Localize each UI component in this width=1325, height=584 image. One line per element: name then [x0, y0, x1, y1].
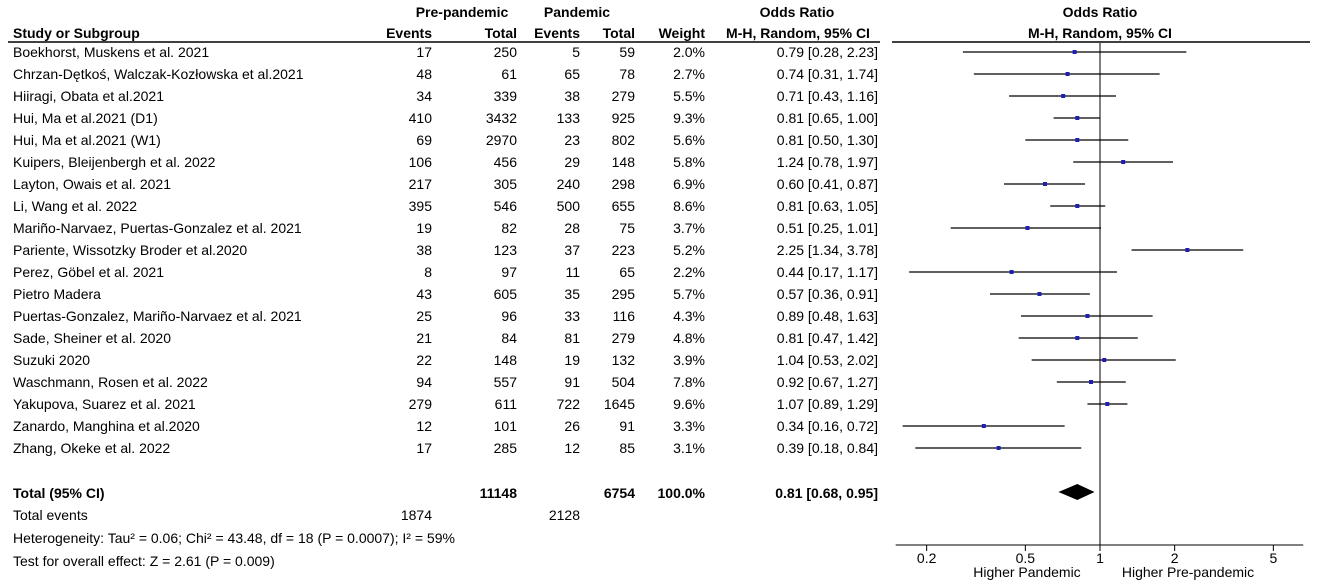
total2: 504: [611, 374, 635, 390]
total1: 148: [493, 352, 517, 368]
study-rows: [13, 44, 878, 456]
events1: 17: [416, 440, 432, 456]
point-estimate: [1089, 380, 1093, 384]
or-ci: 0.81 [0.47, 1.42]: [776, 330, 878, 346]
point-estimate: [1010, 270, 1014, 274]
events1: 217: [408, 176, 432, 192]
events1: 395: [408, 198, 432, 214]
point-estimate: [1075, 204, 1079, 208]
study-name: Kuipers, Bleijenbergh et al. 2022: [13, 154, 216, 170]
table-row: [13, 396, 878, 412]
weight: 3.9%: [673, 352, 705, 368]
events2: 81: [564, 330, 580, 346]
total2: 1645: [603, 396, 635, 412]
events2: 33: [564, 308, 580, 324]
total1: 339: [493, 88, 517, 104]
total-t2: 6754: [603, 485, 635, 501]
favours-left: Higher Pandemic: [973, 564, 1081, 580]
point-estimate: [1061, 94, 1065, 98]
x-tick-label: 1: [1096, 550, 1104, 566]
table-row: [13, 242, 878, 258]
total2: 655: [611, 198, 635, 214]
table-row: [13, 154, 878, 170]
total2: 279: [611, 88, 635, 104]
or-ci: 0.79 [0.28, 2.23]: [776, 44, 878, 60]
table-row: [13, 308, 878, 324]
events1: 279: [408, 396, 432, 412]
weight: 3.7%: [673, 220, 705, 236]
study-name: Suzuki 2020: [13, 352, 91, 368]
weight: 8.6%: [673, 198, 705, 214]
weight: 9.6%: [673, 396, 705, 412]
study-name: Pariente, Wissotzky Broder et al.2020: [13, 242, 248, 258]
weight: 5.7%: [673, 286, 705, 302]
events2: 133: [556, 110, 580, 126]
total1: 2970: [485, 132, 517, 148]
point-estimate: [1075, 116, 1079, 120]
study-name: Zanardo, Manghina et al.2020: [13, 418, 200, 434]
total1: 456: [493, 154, 517, 170]
x-tick-label: 2: [1170, 550, 1179, 566]
header-total2: Total: [602, 25, 635, 41]
events2: 26: [564, 418, 580, 434]
events1: 12: [416, 418, 432, 434]
heterogeneity: Heterogeneity: Tau² = 0.06; Chi² = 43.48, df = 18 (P = 0.0007); I² = 59%: [13, 530, 455, 546]
table-row: [13, 286, 878, 302]
point-estimate: [1043, 182, 1047, 186]
study-name: Chrzan-Dętkoś, Walczak-Kozłowska et al.2021: [13, 66, 304, 82]
total1: 557: [493, 374, 517, 390]
total-t1: 11148: [479, 485, 517, 501]
total1: 3432: [485, 110, 517, 126]
events1: 69: [416, 132, 432, 148]
plot-title: Odds Ratio: [1062, 4, 1138, 20]
events-label: Total events: [13, 507, 88, 523]
study-name: Layton, Owais et al. 2021: [13, 176, 171, 192]
header-events1: Events: [386, 25, 432, 41]
events-e2: 2128: [548, 507, 580, 523]
events1: 48: [416, 66, 432, 82]
total2: 223: [611, 242, 635, 258]
table-row: [13, 374, 878, 390]
total2: 65: [619, 264, 635, 280]
study-name: Boekhorst, Muskens et al. 2021: [13, 44, 210, 60]
events1: 22: [416, 352, 432, 368]
weight: 4.3%: [673, 308, 705, 324]
events1: 17: [416, 44, 432, 60]
total-label: Total (95% CI): [13, 485, 105, 501]
total1: 305: [493, 176, 517, 192]
weight: 6.9%: [673, 176, 705, 192]
forest-marks: [903, 43, 1244, 545]
or-ci: 0.89 [0.48, 1.63]: [776, 308, 878, 324]
point-estimate: [1075, 336, 1079, 340]
table-row: [13, 330, 878, 346]
study-name: Hui, Ma et al.2021 (W1): [13, 132, 161, 148]
weight: 9.3%: [673, 110, 705, 126]
table-row: [13, 352, 878, 368]
study-name: Pietro Madera: [13, 286, 101, 302]
weight: 2.2%: [673, 264, 705, 280]
total2: 59: [619, 44, 635, 60]
events-e1: 1874: [400, 507, 432, 523]
or-ci: 0.71 [0.43, 1.16]: [776, 88, 878, 104]
favours-right: Higher Pre-pandemic: [1121, 564, 1255, 580]
or-ci: 2.25 [1.34, 3.78]: [776, 242, 878, 258]
total2: 75: [619, 220, 635, 236]
header-or-title: Odds Ratio: [759, 4, 835, 20]
events1: 94: [416, 374, 432, 390]
point-estimate: [997, 446, 1001, 450]
study-name: Puertas-Gonzalez, Mariño-Narvaez et al. 2021: [13, 308, 302, 324]
total-ci: 0.81 [0.68, 0.95]: [775, 485, 878, 501]
total1: 611: [494, 396, 517, 412]
or-ci: 0.81 [0.65, 1.00]: [776, 110, 878, 126]
point-estimate: [1185, 248, 1189, 252]
events1: 8: [424, 264, 432, 280]
or-ci: 1.07 [0.89, 1.29]: [776, 396, 878, 412]
point-estimate: [1066, 72, 1070, 76]
or-ci: 0.92 [0.67, 1.27]: [776, 374, 878, 390]
total-weight: 100.0%: [657, 485, 705, 501]
events1: 19: [416, 220, 432, 236]
total2: 85: [619, 440, 635, 456]
events2: 91: [564, 374, 580, 390]
table-row: [13, 264, 878, 280]
plot-method: M-H, Random, 95% CI: [1028, 25, 1172, 41]
events2: 37: [564, 242, 580, 258]
or-ci: 0.60 [0.41, 0.87]: [776, 176, 878, 192]
total1: 123: [493, 242, 517, 258]
total1: 546: [493, 198, 517, 214]
weight: 4.8%: [673, 330, 705, 346]
total2: 132: [611, 352, 635, 368]
study-name: Sade, Sheiner et al. 2020: [13, 330, 172, 346]
summary-diamond: [1058, 484, 1094, 500]
header-study: Study or Subgroup: [13, 25, 140, 41]
x-axis: [896, 545, 1304, 566]
overall-effect: Test for overall effect: Z = 2.61 (P = 0.009): [13, 553, 275, 569]
weight: 3.1%: [673, 440, 705, 456]
total1: 97: [501, 264, 517, 280]
header-or-method: M-H, Random, 95% CI: [726, 25, 870, 41]
table-row: [13, 418, 878, 434]
table-row: [13, 132, 878, 148]
point-estimate: [1075, 138, 1079, 142]
weight: 5.5%: [673, 88, 705, 104]
table-row: [13, 44, 878, 60]
point-estimate: [1037, 292, 1041, 296]
or-ci: 0.81 [0.50, 1.30]: [776, 132, 878, 148]
point-estimate: [1085, 314, 1089, 318]
x-tick-label: 0.5: [1015, 550, 1036, 566]
header-events2: Events: [534, 25, 580, 41]
total2: 279: [611, 330, 635, 346]
total1: 84: [501, 330, 517, 346]
events1: 43: [416, 286, 432, 302]
events1: 21: [416, 330, 432, 346]
events2: 28: [564, 220, 580, 236]
table-row: [13, 66, 878, 82]
study-name: Yakupova, Suarez et al. 2021: [13, 396, 196, 412]
events2: 38: [564, 88, 580, 104]
or-ci: 0.51 [0.25, 1.01]: [776, 220, 878, 236]
table-row: [13, 440, 878, 456]
total2: 78: [619, 66, 635, 82]
total1: 250: [493, 44, 517, 60]
x-tick-label: 5: [1269, 550, 1278, 566]
events2: 12: [564, 440, 580, 456]
point-estimate: [982, 424, 986, 428]
total2: 298: [611, 176, 635, 192]
point-estimate: [1073, 50, 1077, 54]
total2: 925: [611, 110, 635, 126]
table-row: [13, 176, 878, 192]
total1: 101: [493, 418, 517, 434]
events2: 500: [556, 198, 580, 214]
weight: 2.0%: [673, 44, 705, 60]
total1: 82: [501, 220, 517, 236]
point-estimate: [1102, 358, 1106, 362]
table-row: [13, 88, 878, 104]
events1: 410: [408, 110, 432, 126]
events2: 11: [565, 264, 580, 280]
total2: 116: [612, 308, 635, 324]
total2: 91: [619, 418, 635, 434]
events2: 65: [564, 66, 580, 82]
events2: 5: [572, 44, 580, 60]
events2: 29: [564, 154, 580, 170]
weight: 2.7%: [673, 66, 705, 82]
or-ci: 0.34 [0.16, 0.72]: [776, 418, 878, 434]
events2: 23: [564, 132, 580, 148]
weight: 3.3%: [673, 418, 705, 434]
header-weight: Weight: [658, 25, 705, 41]
study-name: Hui, Ma et al.2021 (D1): [13, 110, 158, 126]
total2: 295: [611, 286, 635, 302]
events2: 240: [556, 176, 580, 192]
weight: 5.2%: [673, 242, 705, 258]
or-ci: 1.24 [0.78, 1.97]: [776, 154, 878, 170]
header-total1: Total: [484, 25, 517, 41]
study-name: Hiiragi, Obata et al.2021: [13, 88, 164, 104]
total1: 96: [501, 308, 517, 324]
events2: 722: [556, 396, 580, 412]
header-group2: Pandemic: [543, 4, 611, 20]
study-name: Perez, Göbel et al. 2021: [13, 264, 164, 280]
header-group1: Pre-pandemic: [415, 4, 509, 20]
events1: 25: [416, 308, 432, 324]
x-tick-label: 0.2: [916, 550, 937, 566]
total2: 148: [611, 154, 635, 170]
total2: 802: [611, 132, 635, 148]
table-row: [13, 198, 878, 214]
events1: 106: [408, 154, 432, 170]
events1: 34: [416, 88, 432, 104]
total1: 605: [493, 286, 517, 302]
table-row: [13, 220, 878, 236]
study-name: Zhang, Okeke et al. 2022: [13, 440, 171, 456]
weight: 5.8%: [673, 154, 705, 170]
table-row: [13, 110, 878, 126]
or-ci: 0.74 [0.31, 1.74]: [776, 66, 878, 82]
total1: 61: [501, 66, 517, 82]
study-name: Waschmann, Rosen et al. 2022: [13, 374, 208, 390]
events1: 38: [416, 242, 432, 258]
total1: 285: [493, 440, 517, 456]
or-ci: 0.39 [0.18, 0.84]: [776, 440, 878, 456]
weight: 7.8%: [673, 374, 705, 390]
or-ci: 0.44 [0.17, 1.17]: [776, 264, 878, 280]
events2: 19: [564, 352, 580, 368]
study-name: Mariño-Narvaez, Puertas-Gonzalez et al. 2021: [13, 220, 302, 236]
point-estimate: [1121, 160, 1125, 164]
or-ci: 1.04 [0.53, 2.02]: [776, 352, 878, 368]
study-name: Li, Wang et al. 2022: [13, 198, 138, 214]
point-estimate: [1025, 226, 1029, 230]
or-ci: 0.81 [0.63, 1.05]: [776, 198, 878, 214]
point-estimate: [1105, 402, 1109, 406]
weight: 5.6%: [673, 132, 705, 148]
events2: 35: [564, 286, 580, 302]
or-ci: 0.57 [0.36, 0.91]: [776, 286, 878, 302]
